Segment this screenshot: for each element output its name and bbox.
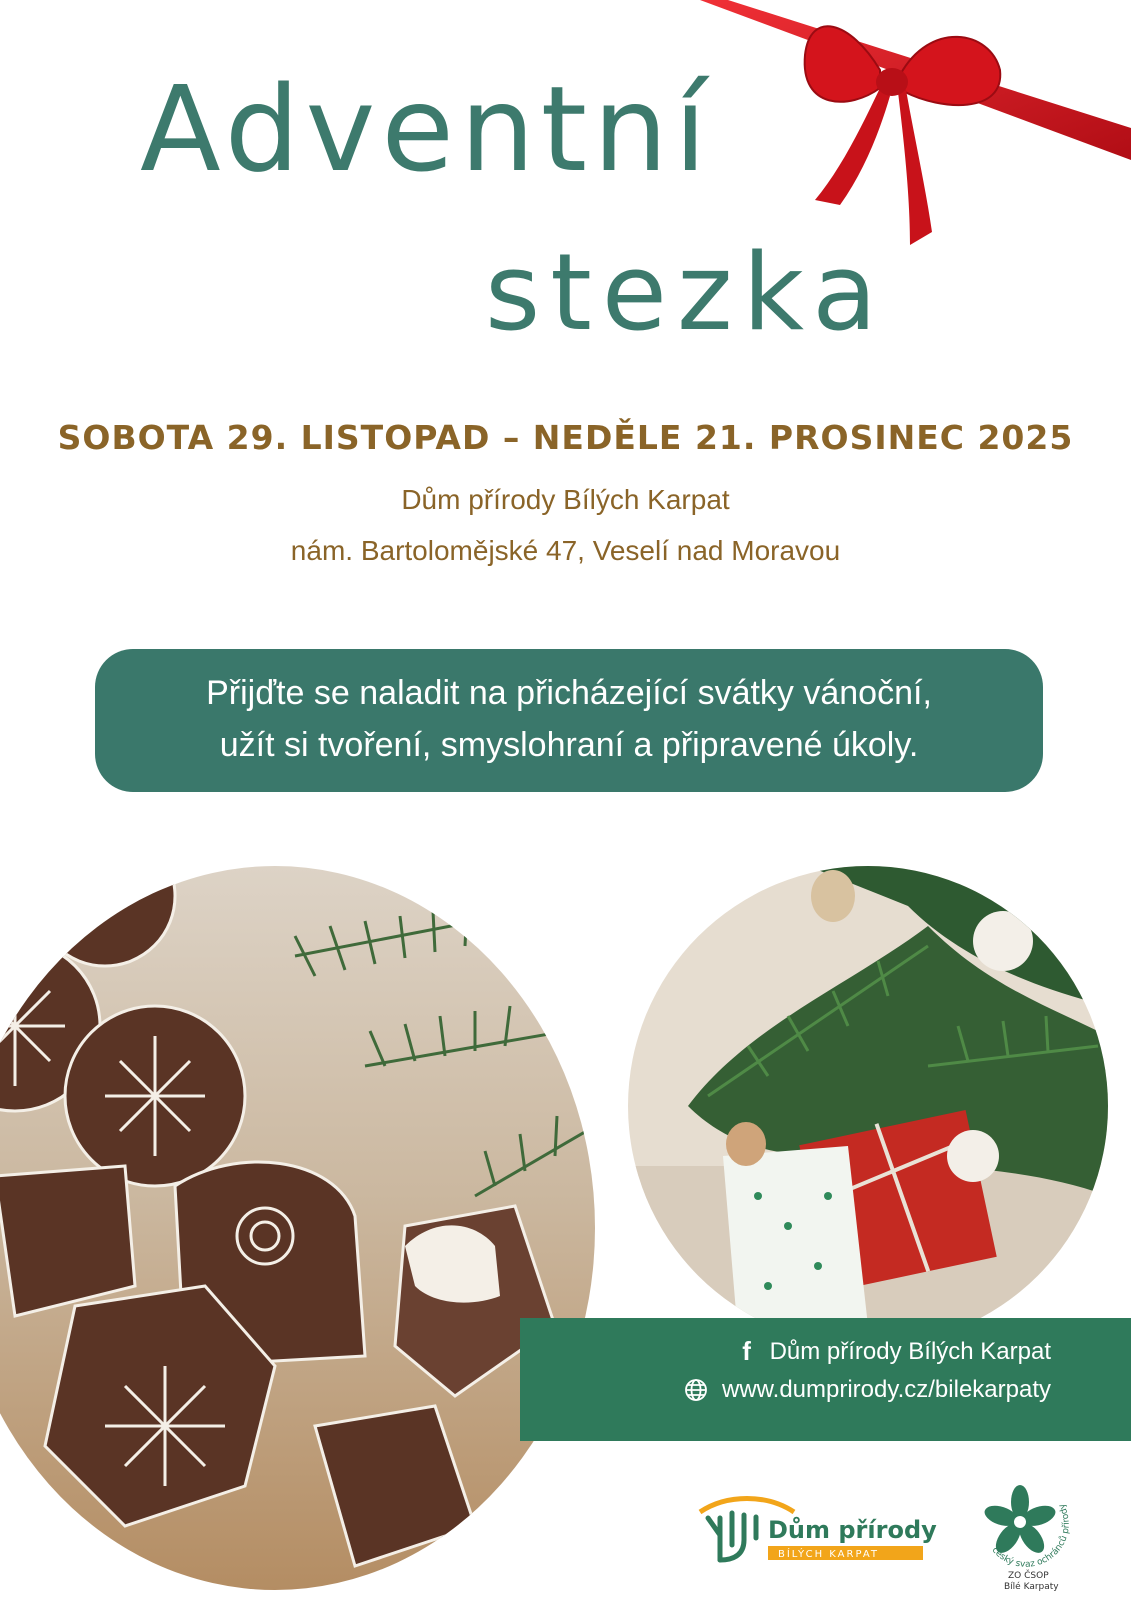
- event-address: nám. Bartolomějské 47, Veselí nad Moravou: [290, 535, 841, 566]
- dum-prirody-logo-sub: BÍLÝCH KARPAT: [778, 1549, 880, 1560]
- csop-logo: [980, 1478, 1090, 1594]
- event-date: SOBOTA 29. LISTOPAD – NEDĚLE 21. PROSINEC 2025: [57, 418, 1074, 457]
- christmas-tree-photo: [628, 866, 1108, 1346]
- csop-arc-text: český svaz ochránců přírody: [989, 1501, 1072, 1570]
- flower-logo-icon: [982, 1485, 1058, 1557]
- title-line-2: stezka: [485, 231, 888, 354]
- invitation-box: [95, 649, 1043, 792]
- contact-band: [520, 1318, 1131, 1441]
- facebook-label: Dům přírody Bílých Karpat: [769, 1337, 1051, 1365]
- csop-line-1: ZO ČSOP: [1008, 1571, 1049, 1581]
- event-venue: Dům přírody Bílých Karpat: [401, 484, 730, 515]
- hand-logo-icon: [708, 1513, 756, 1560]
- csop-line-2: Bílé Karpaty: [1004, 1582, 1059, 1592]
- dum-prirody-logo-name: Dům přírody: [768, 1516, 937, 1544]
- ribbon-bow-icon: [700, 0, 1131, 260]
- invitation-line-2: užít si tvoření, smyslohraní a připravené úkoly.: [219, 726, 919, 764]
- website-link[interactable]: [684, 1376, 1051, 1404]
- dum-prirody-logo: [692, 1490, 942, 1570]
- gingerbread-cookies-photo: [0, 866, 595, 1590]
- invitation-line-1: Přijďte se naladit na přicházející svátky vánoční,: [206, 674, 932, 712]
- globe-icon: [684, 1378, 708, 1402]
- website-label: www.dumprirody.cz/bilekarpaty: [721, 1376, 1051, 1403]
- facebook-icon: f: [742, 1336, 751, 1366]
- facebook-link[interactable]: [738, 1336, 1051, 1367]
- title-line-1: Adventní: [140, 60, 713, 198]
